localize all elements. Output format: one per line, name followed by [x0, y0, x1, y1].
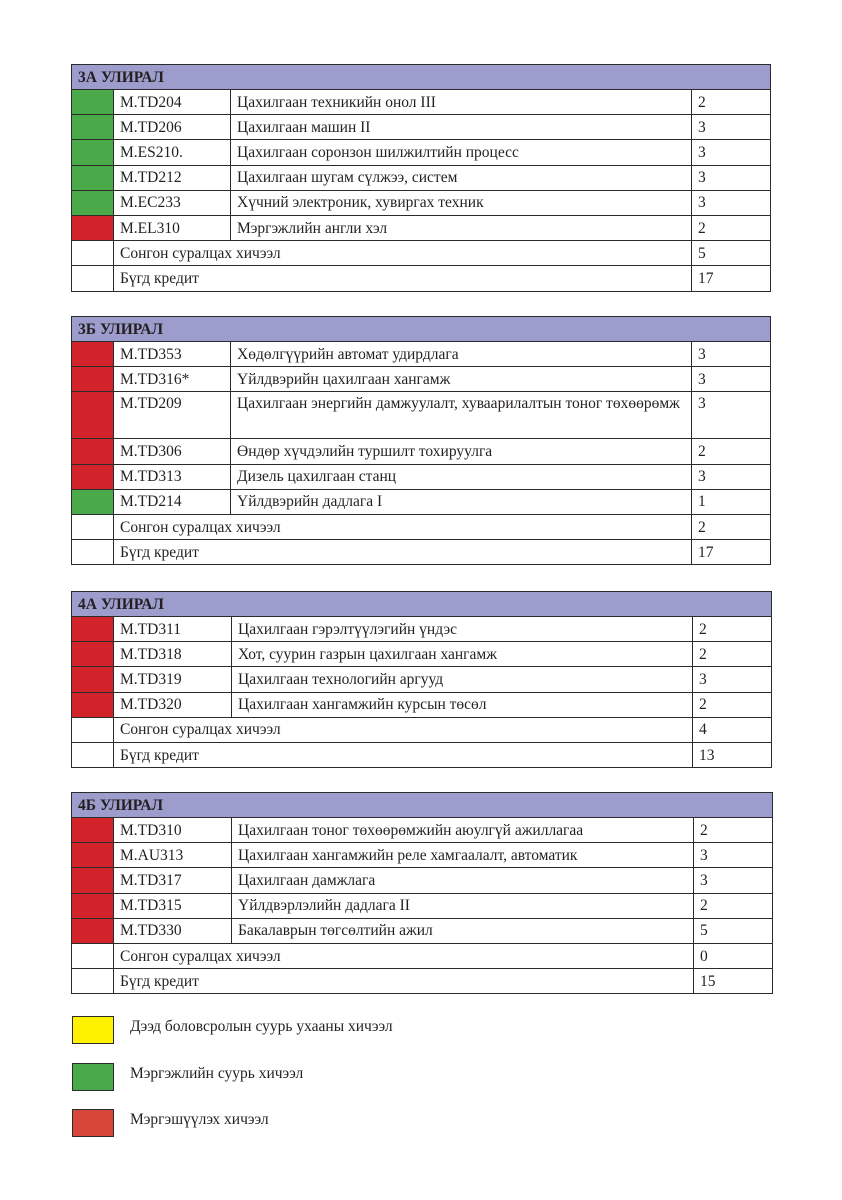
- course-type-swatch: [72, 617, 114, 642]
- course-row: [72, 90, 771, 115]
- semester-header-row: [72, 317, 771, 342]
- course-code: M.TD212: [114, 165, 231, 190]
- elective-label: Сонгон суралцах хичээл: [114, 717, 693, 742]
- course-code: M.TD311: [114, 617, 232, 642]
- course-credit: 2: [693, 642, 772, 667]
- course-row: [72, 918, 773, 943]
- elective-row: [72, 241, 771, 266]
- empty-swatch: [72, 969, 114, 994]
- course-type-swatch: [72, 342, 114, 367]
- semester-header-row: [72, 592, 772, 617]
- course-name: Хот, суурин газрын цахилгаан хангамж: [232, 642, 693, 667]
- total-row: [72, 969, 773, 994]
- course-credit: 5: [694, 918, 773, 943]
- elective-label: Сонгон суралцах хичээл: [114, 943, 694, 968]
- total-label: Бүгд кредит: [114, 969, 694, 994]
- course-code: M.ES210.: [114, 140, 231, 165]
- course-row: [72, 140, 771, 165]
- course-code: M.TD306: [114, 439, 231, 464]
- course-name: Үйлдвэрийн цахилгаан хангамж: [231, 367, 692, 392]
- total-row: [72, 540, 771, 565]
- course-row: [72, 165, 771, 190]
- semester-table-3a: [71, 64, 771, 292]
- semester-table-4a: [71, 591, 772, 768]
- course-name: Дизель цахилгаан станц: [231, 464, 692, 489]
- course-row: [72, 115, 771, 140]
- course-code: M.TD316*: [114, 367, 231, 392]
- course-name: Хөдөлгүүрийн автомат удирдлага: [231, 342, 692, 367]
- course-name: Цахилгаан машин II: [231, 115, 692, 140]
- course-credit: 2: [693, 692, 772, 717]
- course-name: Цахилгаан хангамжийн курсын төсөл: [232, 692, 693, 717]
- legend-swatch-yellow: [72, 1016, 114, 1044]
- course-type-swatch: [72, 868, 114, 893]
- course-name: Мэргэжлийн англи хэл: [231, 215, 692, 240]
- course-type-swatch: [72, 190, 114, 215]
- course-code: M.TD206: [114, 115, 231, 140]
- semester-title: 4Б УЛИРАЛ: [72, 793, 773, 818]
- course-credit: 2: [694, 893, 773, 918]
- total-label: Бүгд кредит: [114, 540, 692, 565]
- course-credit: 2: [692, 90, 771, 115]
- total-label: Бүгд кредит: [114, 742, 693, 767]
- elective-row: [72, 943, 773, 968]
- legend-label: Дээд боловсролын суурь ухааны хичээл: [130, 1018, 393, 1035]
- course-type-swatch: [72, 489, 114, 514]
- semester-table-4b: [71, 792, 773, 994]
- course-name: Өндөр хүчдэлийн туршилт тохируулга: [231, 439, 692, 464]
- course-credit: 1: [692, 489, 771, 514]
- course-row: [72, 392, 771, 439]
- course-name: Үйлдвэрийн дадлага I: [231, 489, 692, 514]
- course-type-swatch: [72, 90, 114, 115]
- course-credit: 3: [692, 190, 771, 215]
- course-type-swatch: [72, 818, 114, 843]
- course-code: M.TD353: [114, 342, 231, 367]
- course-type-swatch: [72, 215, 114, 240]
- course-name: Цахилгаан дамжлага: [232, 868, 694, 893]
- course-code: M.AU313: [114, 843, 232, 868]
- course-name: Цахилгаан соронзон шилжилтийн процесс: [231, 140, 692, 165]
- course-code: M.TD330: [114, 918, 232, 943]
- course-type-swatch: [72, 692, 114, 717]
- course-name: Цахилгаан техникийн онол III: [231, 90, 692, 115]
- course-type-swatch: [72, 115, 114, 140]
- course-credit: 3: [692, 367, 771, 392]
- course-name: Бакалаврын төгсөлтийн ажил: [232, 918, 694, 943]
- course-type-swatch: [72, 165, 114, 190]
- elective-credit: 5: [692, 241, 771, 266]
- course-row: [72, 342, 771, 367]
- course-code: M.TD204: [114, 90, 231, 115]
- course-name: Цахилгаан тоног төхөөрөмжийн аюулгүй ажиллагаа: [232, 818, 694, 843]
- empty-swatch: [72, 943, 114, 968]
- course-type-swatch: [72, 464, 114, 489]
- semester-title: 4А УЛИРАЛ: [72, 592, 772, 617]
- course-credit: 3: [692, 464, 771, 489]
- legend-label: Мэргэжлийн суурь хичээл: [130, 1065, 304, 1082]
- course-credit: 2: [692, 215, 771, 240]
- course-row: [72, 617, 772, 642]
- course-code: M.TD310: [114, 818, 232, 843]
- course-credit: 2: [694, 818, 773, 843]
- course-code: M.EC233: [114, 190, 231, 215]
- course-type-swatch: [72, 439, 114, 464]
- course-credit: 3: [692, 342, 771, 367]
- course-code: M.TD209: [114, 392, 231, 439]
- course-code: M.TD318: [114, 642, 232, 667]
- course-credit: 2: [692, 439, 771, 464]
- elective-row: [72, 514, 771, 539]
- course-name: Цахилгаан гэрэлтүүлэгийн үндэс: [232, 617, 693, 642]
- course-row: [72, 489, 771, 514]
- course-code: M.TD214: [114, 489, 231, 514]
- total-credit: 17: [692, 540, 771, 565]
- elective-label: Сонгон суралцах хичээл: [114, 514, 692, 539]
- course-credit: 3: [693, 667, 772, 692]
- course-code: M.TD315: [114, 893, 232, 918]
- course-code: M.TD313: [114, 464, 231, 489]
- semester-title: 3Б УЛИРАЛ: [72, 317, 771, 342]
- empty-swatch: [72, 717, 114, 742]
- elective-label: Сонгон суралцах хичээл: [114, 241, 692, 266]
- course-name: Хүчний электроник, хувиргах техник: [231, 190, 692, 215]
- course-credit: 3: [694, 843, 773, 868]
- course-type-swatch: [72, 367, 114, 392]
- course-credit: 3: [692, 140, 771, 165]
- elective-credit: 4: [693, 717, 772, 742]
- total-credit: 15: [694, 969, 773, 994]
- course-row: [72, 667, 772, 692]
- course-row: [72, 843, 773, 868]
- semester-header-row: [72, 793, 773, 818]
- elective-credit: 2: [692, 514, 771, 539]
- total-row: [72, 742, 772, 767]
- empty-swatch: [72, 742, 114, 767]
- semester-title: 3А УЛИРАЛ: [72, 65, 771, 90]
- course-row: [72, 464, 771, 489]
- course-type-swatch: [72, 918, 114, 943]
- course-credit: 3: [692, 165, 771, 190]
- course-name: Цахилгаан энергийн дамжуулалт, хуваарилалтын тоног төхөөрөмж: [231, 392, 692, 439]
- course-type-swatch: [72, 843, 114, 868]
- course-type-swatch: [72, 642, 114, 667]
- course-type-swatch: [72, 893, 114, 918]
- empty-swatch: [72, 514, 114, 539]
- course-code: M.TD317: [114, 868, 232, 893]
- total-row: [72, 266, 771, 291]
- course-row: [72, 190, 771, 215]
- total-label: Бүгд кредит: [114, 266, 692, 291]
- course-code: M.EL310: [114, 215, 231, 240]
- course-credit: 3: [694, 868, 773, 893]
- empty-swatch: [72, 540, 114, 565]
- course-name: Цахилгаан шугам сүлжээ, систем: [231, 165, 692, 190]
- legend-swatch-red: [72, 1109, 114, 1137]
- course-row: [72, 439, 771, 464]
- course-name: Үйлдвэрлэлийн дадлага II: [232, 893, 694, 918]
- course-code: M.TD319: [114, 667, 232, 692]
- empty-swatch: [72, 266, 114, 291]
- course-credit: 3: [692, 392, 771, 439]
- course-row: [72, 868, 773, 893]
- course-name: Цахилгаан технологийн аргууд: [232, 667, 693, 692]
- semester-header-row: [72, 65, 771, 90]
- elective-row: [72, 717, 772, 742]
- course-row: [72, 818, 773, 843]
- course-type-swatch: [72, 667, 114, 692]
- course-credit: 3: [692, 115, 771, 140]
- legend-label: Мэргэшүүлэх хичээл: [130, 1111, 269, 1128]
- total-credit: 17: [692, 266, 771, 291]
- course-name: Цахилгаан хангамжийн реле хамгаалалт, автоматик: [232, 843, 694, 868]
- course-row: [72, 893, 773, 918]
- elective-credit: 0: [694, 943, 773, 968]
- empty-swatch: [72, 241, 114, 266]
- legend-swatch-green: [72, 1063, 114, 1091]
- course-row: [72, 692, 772, 717]
- course-type-swatch: [72, 392, 114, 439]
- course-type-swatch: [72, 140, 114, 165]
- course-row: [72, 215, 771, 240]
- course-row: [72, 367, 771, 392]
- semester-table-3b: [71, 316, 771, 565]
- course-credit: 2: [693, 617, 772, 642]
- course-row: [72, 642, 772, 667]
- course-code: M.TD320: [114, 692, 232, 717]
- total-credit: 13: [693, 742, 772, 767]
